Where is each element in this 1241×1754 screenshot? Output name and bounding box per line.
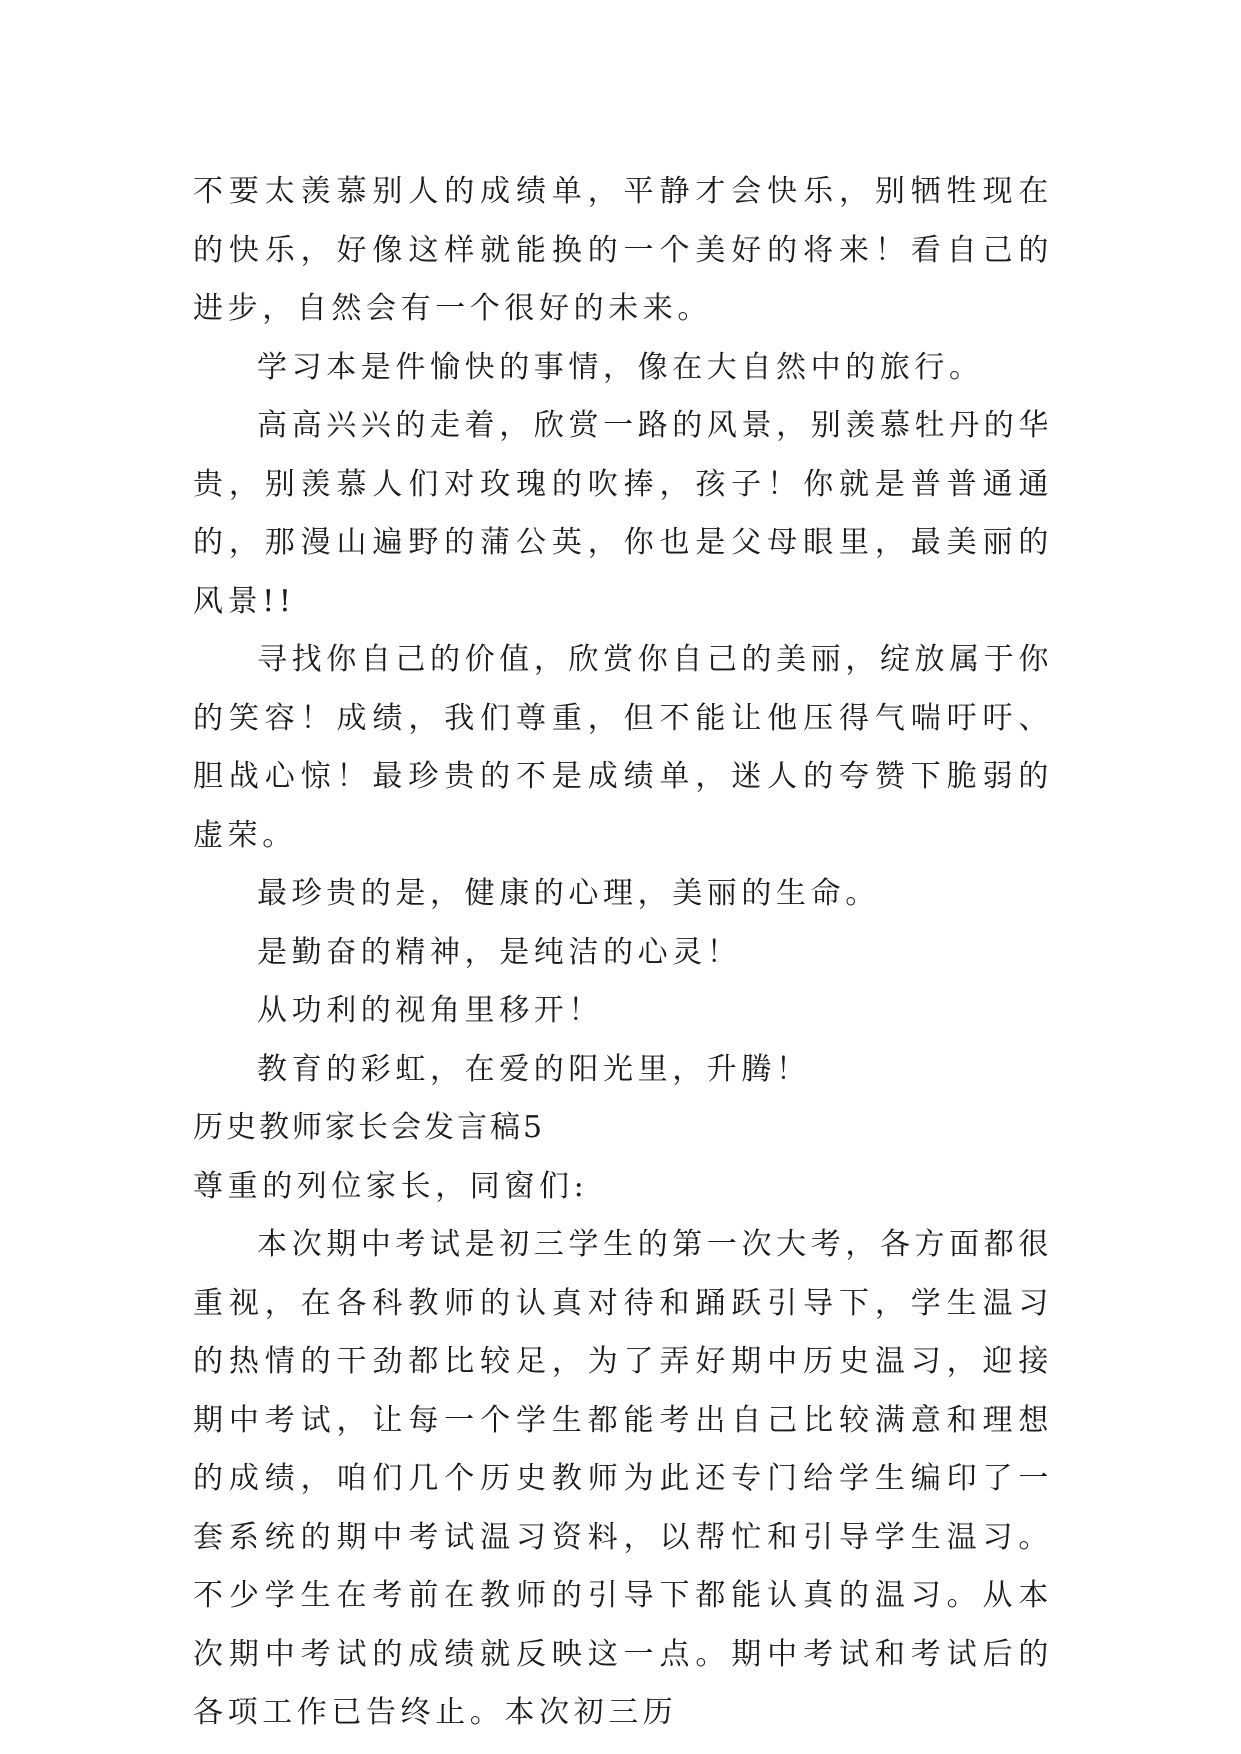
paragraph: 寻找你自己的价值，欣赏你自己的美丽，绽放属于你的笑容！成绩，我们尊重，但不能让他压得气喘吁吁、胆战心惊！最珍贵的不是成绩单，迷人的夸赞下脆弱的虚荣。 <box>193 642 1053 853</box>
paragraph: 学习本是件愉快的事情，像在大自然中的旅行。 <box>257 349 984 385</box>
section-heading: 历史教师家长会发言稿5 <box>193 1110 546 1145</box>
paragraph: 高高兴兴的走着，欣赏一路的风景，别羡慕牡丹的华贵，别羡慕人们对玫瑰的吹捧，孩子！你就是普普通通的，那漫山遍野的蒲公英，你也是父母眼里，最美丽的风景!! <box>193 408 1053 619</box>
paragraph: 不要太羡慕别人的成绩单，平静才会快乐，别牺牲现在的快乐，好像这样就能换的一个美好的将来！看自己的进步，自然会有一个很好的未来。 <box>193 174 1053 326</box>
document-body <box>193 163 1053 1743</box>
paragraph: 教育的彩虹，在爱的阳光里，升腾！ <box>257 1051 811 1087</box>
salutation: 尊重的列位家长，同窗们: <box>193 1168 589 1204</box>
paragraph: 本次期中考试是初三学生的第一次大考，各方面都很重视，在各科教师的认真对待和踊跃引导下，学生温习的热情的干劲都比较足，为了弄好期中历史温习，迎接期中考试，让每一个学生都能考出自己比较满意和理想的成绩，咱们几个历史教师为此还专门给学生编印了一套系统的期中考试温习资料，以帮忙和引导学生温习。不少学生在考前在教师的引导下都能认真的温习。从本次期中考试的成绩就反映这一点。期中考试和考试后的各项工作已告终止。本次初三历 <box>193 1227 1053 1730</box>
paragraph: 从功利的视角里移开！ <box>257 993 603 1028</box>
paragraph: 最珍贵的是，健康的心理，美丽的生命。 <box>257 876 880 911</box>
paragraph: 是勤奋的精神，是纯洁的心灵！ <box>257 934 742 970</box>
